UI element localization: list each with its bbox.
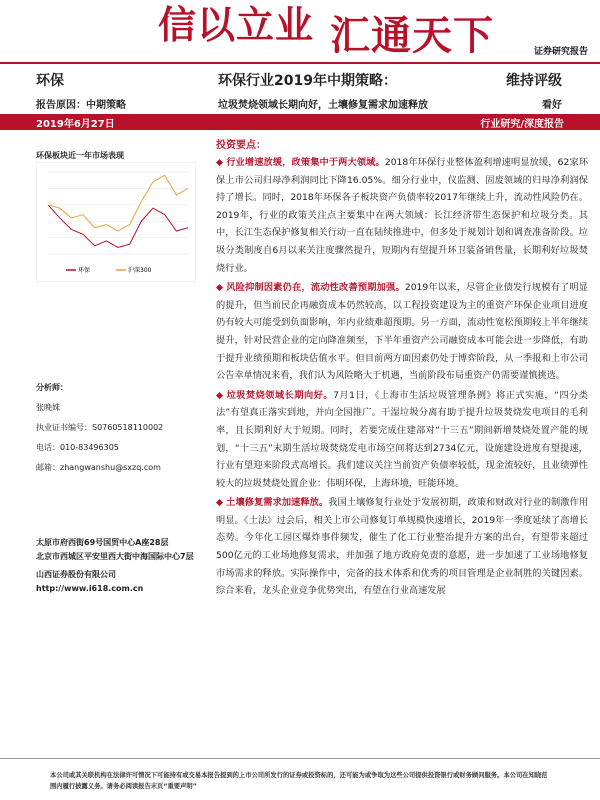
highlight-paragraph — [216, 154, 588, 277]
highlight-body: 2018年环保行业整体盈利增速明显放缓，62家环保上市公司归母净利润同比下降16.05%。细分行业中，仪监测、固废领域的归母净利润保持了增长。同时，2018年环保各子板块资产负债率较2017年继续上升，流动性风险仍在。2019年，行业的政策关注点主要集中在两大领域：长江经济带生态保护和垃圾分类。其中，长江生态保护修复相关行动一直在陆续推进中，但多处于规划计划和调查准备阶段。垃圾分类制度自6月以来关注度骤然提升，短期内有望提升环卫装备销售量，长期利好垃圾焚烧行业。 — [216, 157, 589, 274]
company-name: 山西证券股份有限公司 — [36, 570, 116, 579]
address-line-beijing: 北京市西城区平安里西大街中海国际中心7层 — [36, 552, 194, 561]
chart-title: 环保板块近一年市场表现 — [36, 151, 124, 160]
bullet-icon: ◆ — [216, 389, 224, 401]
highlight-heading: 风险抑制因素仍在，流动性改善预期加强。 — [226, 282, 405, 294]
date-bar — [0, 114, 600, 130]
highlight-body: 我国土壤修复行业处于发展初期，政策和财政对行业的制激作用明显。《土法》过会后，相关上市公司修复订单规模快速增长，2019年一季度延续了高增长态势。今年化工园区爆炸事件频发，催生了化工行业整治提升方案的出台，有望带来超过500亿元的工业场地修复需求，并加强了地方政府免责的意愿，进一步加速了工业场地修复市场需求的释放。实际操作中，完备的技术体系和优秀的项目管理是企业制胜的关键因素。综合来看，龙头企业竞争优势突出，有望在行业高速发展 — [216, 497, 589, 597]
bullet-icon: ◆ — [216, 157, 224, 168]
disclaimer-footer: 本公司或其关联机构在法律许可情况下可能持有或交易本报告提到的上市公司所发行的证券或投资标的，还可能为或争取为这些公司提供投资银行或财务顾问服务。本公司在知晓范围内履行披露义务。请务必阅读报告末页“重要声明” — [50, 772, 548, 790]
chart-frame — [36, 162, 196, 282]
analyst-label: 分析师： — [36, 383, 68, 392]
address-line-taiyuan: 太原市府西街69号国贸中心A座28层 — [36, 538, 169, 547]
market-performance-chart — [36, 162, 196, 282]
company-address — [36, 536, 204, 596]
analyst-cert: 执业证书编号：S0760518110002 — [36, 423, 164, 432]
section-title: 投资要点： — [216, 140, 266, 151]
report-header — [0, 0, 600, 66]
company-website[interactable]: http://www.i618.com.cn — [36, 584, 144, 593]
header-divider — [0, 62, 600, 64]
bullet-icon: ◆ — [216, 282, 224, 294]
highlight-paragraph — [216, 387, 588, 493]
rating-label: 维持评级 — [506, 73, 562, 89]
subtitle-row — [0, 96, 600, 112]
highlight-heading: 垃圾焚烧领域长期向好。 — [226, 389, 334, 401]
report-tag: 证券研究报告 — [533, 47, 588, 57]
highlight-paragraph — [216, 279, 588, 385]
highlight-body: 2019年以来，尽管企业债发行规模有了明显的提升，但当前民企再融资成本仍然较高，以工程投资建设为主的重资产环保企业项目进度仍有较大可能受到负面影响，年内业绩难超预期。另一方面，流动性宽松预期较上半年继续提升，针对民营企业的定向降准频至，下半年重资产公司融资成本可能会进一步降低，有助于提升业绩预期和板块估值水平。但目前两方面因素仍处于博弈阶段，从一季报和上市公司公告幸单情况来看，我们认为风险略大于机遇，当前阶段布局重资产仍需要谨慎挑选。 — [216, 282, 588, 382]
footer-divider — [0, 758, 600, 759]
highlight-heading: 土壤修复需求加速释放。 — [226, 497, 329, 509]
highlight-heading: 行业增速放缓，政策集中于两大领域。 — [226, 157, 385, 168]
bullet-icon: ◆ — [216, 497, 224, 509]
company-slogan-left: 信以立业 — [158, 2, 315, 47]
legend-label-huanbao: 环保 — [78, 267, 91, 274]
sector-label: 环保 — [36, 73, 64, 89]
report-subtitle: 垃圾焚烧领域长期向好，土壤修复需求加速释放 — [218, 100, 428, 111]
title-row — [0, 70, 600, 90]
company-slogan-right: 汇通天下 — [330, 12, 494, 59]
analyst-name: 张晚姝 — [36, 403, 60, 412]
analyst-phone: 电话：010-83496305 — [36, 443, 119, 452]
highlight-paragraph — [216, 494, 588, 600]
legend-label-hs300: 沪深300 — [128, 267, 152, 274]
report-type: 行业研究/深度报告 — [480, 119, 564, 130]
report-title: 环保行业2019年中期策略： — [218, 73, 397, 89]
investment-highlights — [216, 136, 588, 602]
report-reason: 报告原因：中期策略 — [36, 100, 126, 111]
highlight-body: 7月1日，《上海市生活垃圾管理条例》将正式实施，“四分类法”有望真正落实到地，并向全国推广。干湿垃圾分离有助于提升垃圾焚烧发电项目的毛利率，且长期利好大于短期。同时，若要完成住建部对“十三五”期间新增焚烧处置产能的规划，“十三五”末期生活垃圾焚烧发电市场空间将达到2734亿元，设施建设进度有望提速，行业有望迎来阶段式高增长。我们建议关注当前资产负债率较低，现金流较好，且业绩弹性较大的垃圾焚烧处置企业：伟明环保，上海环境，旺能环境。 — [216, 389, 588, 489]
analyst-info — [36, 378, 204, 478]
report-date: 2019年6月27日 — [36, 119, 115, 130]
analyst-email[interactable]: 邮箱：zhangwanshu@sxzq.com — [36, 463, 161, 472]
rating-value: 看好 — [542, 100, 562, 111]
